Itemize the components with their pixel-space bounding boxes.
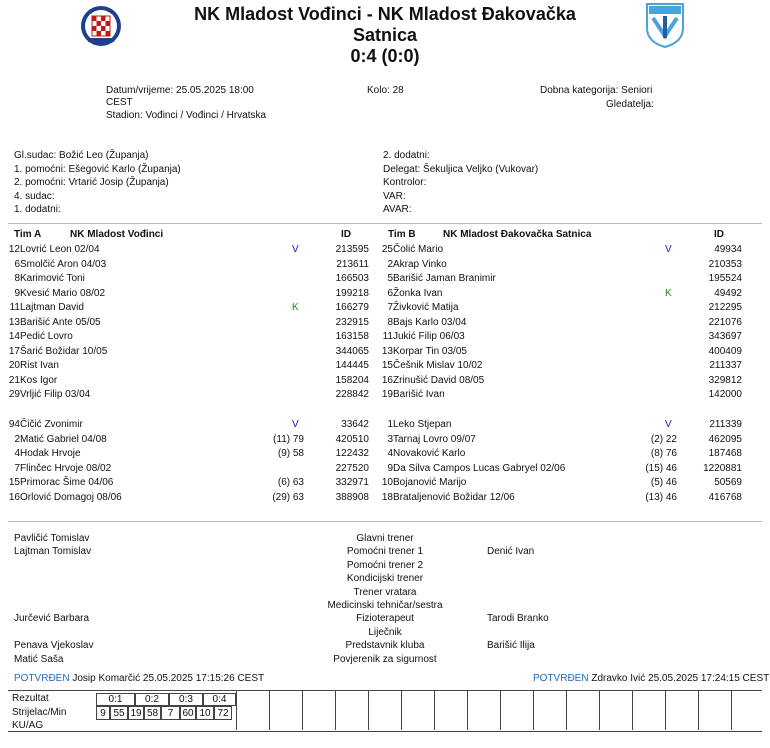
player-id: 227520 (335, 462, 369, 474)
scorer-cell: 9 (96, 706, 110, 720)
player-row (0, 433, 370, 447)
player-row (373, 418, 743, 432)
staff-role: Glavni trener (356, 533, 414, 544)
divider (8, 521, 762, 522)
player-number: 12 (8, 244, 20, 255)
player-number: 20 (8, 360, 20, 371)
player-id: 163158 (335, 331, 369, 342)
staff-role: Povjerenik za sigurnost (333, 653, 437, 665)
staff-role: Pomoćni trener 1 (346, 546, 424, 558)
player-row (373, 272, 743, 286)
player-name: Hodak Hrvoje (20, 448, 81, 459)
result-cell: 0:1 (96, 693, 135, 706)
player-id: 344065 (335, 345, 369, 357)
player-row (0, 301, 370, 315)
grid-line (434, 691, 435, 730)
player-number: 2 (14, 433, 20, 445)
player-name: Smolčić Aron 04/03 (20, 258, 107, 270)
player-row (373, 433, 743, 447)
player-number: 17 (8, 345, 20, 357)
player-number: 9 (387, 462, 393, 474)
player-name: Matić Gabriel 04/08 (20, 433, 107, 445)
player-id: 343697 (708, 331, 742, 342)
player-name: Vrljić Filip 03/04 (20, 389, 91, 400)
staff-team-b: Barišić Ilija (487, 640, 535, 652)
age-category: Dobna kategorija: Seniori (540, 85, 653, 96)
player-name: Tarnaj Lovro 09/07 (393, 433, 476, 445)
player-name: Akrap Vinko (393, 258, 447, 270)
team-b-id-header: ID (714, 229, 724, 240)
scorer-cell: 58 (144, 706, 161, 720)
player-id: 199218 (335, 287, 369, 299)
player-row (0, 374, 370, 388)
summary-label-scorers: Strijelac/Min (12, 707, 67, 718)
player-name: Kos Igor (20, 374, 58, 386)
player-row (373, 462, 743, 476)
card-mark: V (292, 419, 299, 430)
player-id: 420510 (335, 433, 369, 445)
player-number: 16 (8, 491, 20, 503)
player-name: Barišić Jaman Branimir (393, 273, 496, 284)
player-number: 9 (14, 287, 20, 299)
player-row (0, 345, 370, 359)
scorer-cell: 60 (180, 706, 196, 720)
spectators: Gledatelja: (606, 99, 654, 110)
player-row (0, 388, 370, 402)
player-number: 7 (387, 302, 393, 313)
grid-line (698, 691, 699, 730)
player-row (0, 258, 370, 272)
player-id: 49492 (714, 287, 742, 299)
match-datetime: Datum/vrijeme: 25.05.2025 18:00 (106, 85, 254, 96)
player-number: 4 (387, 448, 393, 459)
player-row (373, 301, 743, 315)
summary-label-result: Rezultat (12, 693, 49, 704)
substitution-minute: (2) 22 (650, 433, 677, 445)
player-name: Žonka Ivan (393, 287, 443, 299)
player-name: Čolić Mario (393, 244, 444, 255)
player-id: 388908 (335, 491, 369, 503)
player-name: Orlović Domagoj 08/06 (20, 491, 122, 503)
card-mark: V (665, 244, 672, 255)
grid-line (533, 691, 534, 730)
player-row (373, 243, 743, 257)
player-id: 1220881 (703, 462, 742, 474)
player-id: 221076 (708, 316, 742, 328)
player-id: 144445 (335, 360, 369, 371)
player-name: Brataljenović Božidar 12/06 (393, 491, 515, 503)
staff-team-a: Lajtman Tomislav (14, 546, 92, 558)
confirmed-badge: POTVRĐEN (533, 673, 589, 684)
card-mark: V (292, 244, 299, 255)
staff-role: Liječnik (368, 626, 402, 638)
player-id: 228842 (335, 389, 369, 400)
player-number: 10 (381, 477, 393, 488)
official-left: 1. dodatni: (14, 204, 61, 215)
player-number: 7 (14, 462, 20, 474)
official-left: 1. pomoćni: Ešegović Karlo (Županja) (14, 163, 181, 175)
team-b-label: Tim B (388, 229, 416, 240)
player-row (0, 316, 370, 330)
summary-top-line (8, 690, 762, 691)
player-name: Da Silva Campos Lucas Gabryel 02/06 (393, 462, 566, 474)
player-row (373, 287, 743, 301)
player-row (373, 316, 743, 330)
player-id: 213611 (336, 258, 369, 270)
player-name: Bajs Karlo 03/04 (393, 316, 467, 328)
player-id: 232915 (335, 316, 369, 328)
grid-line (500, 691, 501, 730)
player-row (373, 345, 743, 359)
player-number: 3 (387, 433, 393, 445)
player-row (0, 287, 370, 301)
player-name: Bojanović Marijo (393, 477, 467, 488)
match-stadium: Stadion: Vođinci / Vođinci / Hrvatska (106, 110, 267, 121)
grid-line (632, 691, 633, 730)
player-number: 29 (8, 389, 20, 400)
player-row (0, 476, 370, 490)
result-cell: 0:4 (203, 693, 236, 706)
grid-line (467, 691, 468, 730)
divider (8, 223, 762, 224)
scorer-cell: 19 (128, 706, 144, 720)
team-a-name: NK Mladost Vođinci (70, 229, 164, 240)
staff-team-a: Matić Saša (14, 653, 64, 665)
scorer-cell: 72 (214, 706, 232, 720)
player-row (0, 359, 370, 373)
player-number: 19 (381, 389, 393, 400)
player-row (373, 359, 743, 373)
substitution-minute: (11) 79 (273, 433, 304, 445)
grid-line (731, 691, 732, 730)
official-left: 2. pomoćni: Vrtarić Josip (Županja) (14, 177, 169, 188)
player-id: 211339 (709, 419, 742, 430)
player-id: 49934 (714, 244, 742, 255)
player-id: 158204 (335, 374, 369, 386)
player-id: 212295 (708, 302, 742, 313)
player-number: 94 (8, 419, 20, 430)
confirmation-b-text: Zdravko Ivić 25.05.2025 17:24:15 CEST (591, 673, 770, 684)
player-name: Primorac Šime 04/06 (20, 477, 114, 488)
official-right: AVAR: (383, 204, 412, 215)
match-timezone: CEST (106, 97, 133, 108)
player-id: 462095 (708, 433, 742, 445)
player-id: 50569 (714, 477, 742, 488)
summary-bottom-line (8, 731, 762, 732)
grid-line (335, 691, 336, 730)
player-name: Jukić Filip 06/03 (393, 331, 465, 342)
grid-line (599, 691, 600, 730)
staff-role: Medicinski tehničar/sestra (327, 600, 443, 611)
player-number: 11 (9, 302, 20, 313)
player-name: Rist Ivan (20, 360, 59, 371)
substitution-minute: (5) 46 (650, 477, 677, 488)
player-name: Šarić Božidar 10/05 (20, 345, 108, 357)
player-name: Leko Stjepan (393, 419, 452, 430)
substitution-minute: (29) 63 (272, 491, 304, 503)
substitution-minute: (8) 76 (650, 448, 677, 459)
substitution-minute: (6) 63 (277, 477, 304, 488)
staff-team-a: Jurčević Barbara (14, 613, 90, 625)
staff-team-a: Pavličić Tomislav (14, 533, 90, 544)
grid-line (269, 691, 270, 730)
match-title: NK Mladost Vođinci - NK Mladost Đakovačka (194, 4, 576, 24)
substitution-minute: (15) 46 (645, 462, 677, 474)
player-number: 16 (381, 374, 393, 386)
player-name: Karimović Toni (20, 273, 85, 284)
player-name: Barišić Ante 05/05 (20, 316, 101, 328)
player-name: Češnik Mislav 10/02 (393, 360, 483, 371)
player-row (373, 388, 743, 402)
player-number: 8 (14, 273, 20, 284)
grid-line (665, 691, 666, 730)
final-score: 0:4 (0:0) (350, 46, 420, 66)
staff-role: Pomoćni trener 2 (346, 559, 424, 571)
player-row (0, 447, 370, 461)
official-left: 4. sudac: (14, 190, 55, 202)
player-id: 166279 (335, 302, 369, 313)
player-number: 15 (8, 477, 20, 488)
staff-role: Fizioterapeut (356, 613, 414, 625)
scorer-cell: 10 (196, 706, 214, 720)
grid-line (236, 691, 237, 730)
grid-line (401, 691, 402, 730)
match-round: Kolo: 28 (367, 85, 404, 96)
player-row (0, 462, 370, 476)
player-name: Barišić Ivan (393, 389, 445, 400)
away-club-logo (645, 2, 685, 48)
grid-line (566, 691, 567, 730)
player-number: 25 (381, 244, 393, 255)
match-title-line2: Satnica (352, 25, 418, 45)
player-id: 210353 (708, 258, 742, 270)
player-id: 166503 (335, 273, 369, 284)
player-row (373, 374, 743, 388)
player-id: 33642 (341, 419, 369, 430)
player-number: 11 (382, 331, 393, 342)
summary-label-cards: KU/AG (12, 720, 44, 731)
player-number: 14 (8, 331, 20, 342)
player-id: 195524 (708, 273, 742, 284)
grid-line (368, 691, 369, 730)
player-name: Pedić Lovro (20, 331, 73, 342)
confirmation-a-text: Josip Komarčić 25.05.2025 17:15:26 CEST (72, 673, 265, 684)
player-id: 400409 (708, 345, 742, 357)
player-name: Novaković Karlo (393, 448, 466, 459)
confirmation-a (14, 673, 264, 684)
player-id: 213595 (335, 244, 369, 255)
player-name: Lovrić Leon 02/04 (20, 244, 100, 255)
staff-role: Trener vratara (353, 586, 417, 598)
player-number: 2 (387, 258, 393, 270)
card-mark: V (665, 419, 672, 430)
player-id: 142000 (708, 389, 742, 400)
scorer-cell: 55 (110, 706, 128, 720)
official-right: VAR: (383, 190, 406, 202)
player-number: 15 (381, 360, 393, 371)
official-right: Kontrolor: (383, 177, 427, 188)
grid-line (302, 691, 303, 730)
player-number: 8 (387, 316, 393, 328)
official-right: Delegat: Šekuljica Veljko (Vukovar) (383, 163, 539, 175)
team-a-id-header: ID (341, 229, 351, 240)
player-id: 416768 (708, 491, 742, 503)
substitution-minute: (13) 46 (645, 491, 677, 503)
player-number: 5 (387, 273, 393, 284)
player-name: Čičić Zvonimir (20, 419, 83, 430)
player-id: 329812 (708, 374, 742, 386)
card-mark: K (665, 287, 672, 299)
team-a-label: Tim A (14, 229, 42, 240)
team-b-name: NK Mladost Đakovačka Satnica (443, 229, 592, 240)
home-club-logo (80, 4, 122, 48)
player-id: 332971 (335, 477, 369, 488)
player-name: Korpar Tin 03/05 (393, 345, 467, 357)
player-number: 6 (387, 287, 393, 299)
staff-team-a: Penava Vjekoslav (14, 640, 94, 652)
player-id: 122432 (335, 448, 369, 459)
player-row (0, 418, 370, 432)
player-row (0, 272, 370, 286)
player-row (373, 476, 743, 490)
player-name: Lajtman David (20, 302, 84, 313)
player-number: 6 (14, 258, 20, 270)
player-number: 18 (381, 491, 393, 503)
scorer-cell: 7 (161, 706, 180, 720)
player-name: Flinčec Hrvoje 08/02 (20, 462, 112, 474)
player-number: 13 (381, 345, 393, 357)
confirmed-badge: POTVRĐEN (14, 673, 70, 684)
result-cell: 0:2 (135, 693, 169, 706)
player-number: 4 (14, 448, 20, 459)
official-left: Gl.sudac: Božić Leo (Županja) (14, 150, 149, 161)
player-name: Zrinušić David 08/05 (393, 374, 485, 386)
card-mark: K (292, 302, 299, 313)
staff-team-b: Tarodi Branko (487, 613, 549, 625)
player-row (0, 330, 370, 344)
player-row (373, 447, 743, 461)
confirmation-b (533, 673, 769, 684)
player-row (0, 491, 370, 505)
player-row (0, 243, 370, 257)
staff-role: Kondicijski trener (346, 573, 424, 585)
player-id: 187468 (708, 448, 742, 459)
player-name: Kvesić Mario 08/02 (20, 287, 106, 299)
player-row (373, 330, 743, 344)
substitution-minute: (9) 58 (277, 448, 304, 459)
staff-role: Predstavnik kluba (345, 640, 425, 652)
official-right: 2. dodatni: (383, 150, 430, 161)
player-number: 1 (387, 419, 393, 430)
staff-team-b: Denić Ivan (487, 546, 535, 558)
result-cell: 0:3 (169, 693, 203, 706)
player-number: 13 (8, 316, 20, 328)
player-id: 211337 (709, 360, 742, 371)
player-row (373, 491, 743, 505)
player-row (373, 258, 743, 272)
player-number: 21 (8, 374, 20, 386)
player-name: Živković Matija (393, 302, 459, 313)
